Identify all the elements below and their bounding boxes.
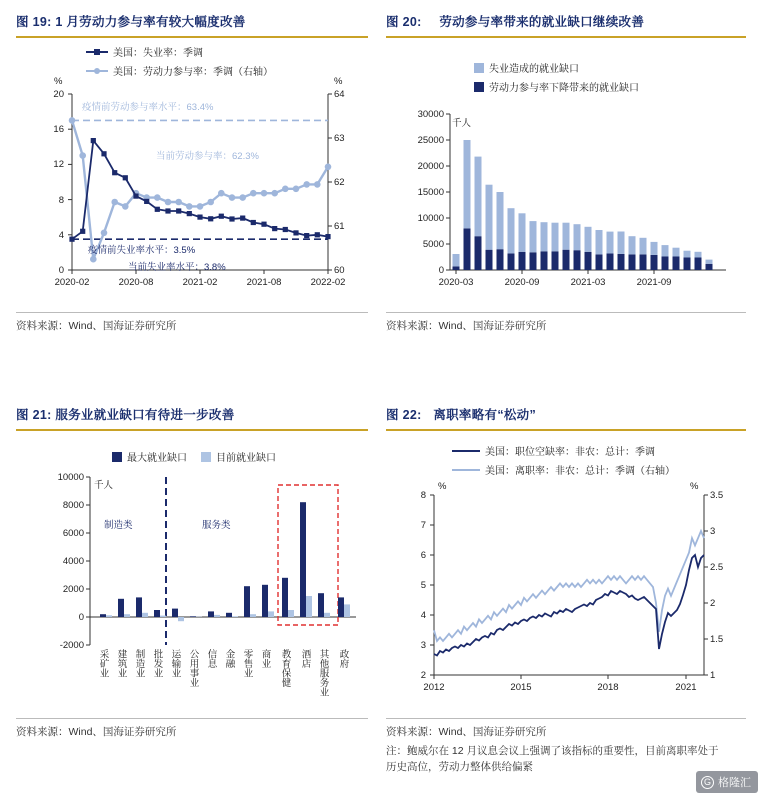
y2-tick: 60 [334, 265, 345, 276]
legend-item [86, 63, 273, 78]
y-tick: 0 [58, 265, 64, 276]
figure-19-legend [86, 44, 273, 82]
legend-label: 劳动力参与率下降带来的就业缺口 [489, 83, 639, 94]
y-tick: 4 [420, 610, 426, 621]
watermark [696, 771, 758, 793]
annotation-prepandemic-unemployment: 疫情前失业率水平：3.5% [88, 245, 196, 256]
figure-20-source: 资料来源：Wind、国海证券研究所 [386, 312, 746, 333]
legend-label: 最大就业缺口 [127, 453, 187, 464]
legend-swatch-participation-gap [474, 82, 484, 92]
y-tick: 10000 [417, 213, 444, 224]
annotation-current-unemployment: 当前失业率水平：3.8% [128, 262, 226, 273]
y2-tick: 3.5 [710, 490, 724, 501]
figure-19-panel [16, 12, 368, 342]
y-tick: 30000 [417, 109, 444, 120]
y-tick: 20000 [417, 161, 444, 172]
y2-tick: 63 [334, 133, 345, 144]
figure-20-legend [474, 60, 639, 98]
x-category-label: 零售业 [241, 649, 253, 678]
y-tick: 4000 [62, 556, 84, 567]
x-category-label: 采矿业 [97, 649, 109, 678]
x-category-label: 金融 [223, 649, 235, 668]
y2-tick: 2.5 [710, 562, 724, 573]
legend-item [86, 44, 273, 59]
y-tick: 6000 [62, 528, 84, 539]
annotation-prepandemic-participation: 疫情前劳动参与率水平：63.4% [82, 102, 214, 113]
x-tick: 2021-03 [570, 277, 606, 288]
legend-item [474, 79, 639, 94]
y-tick: 6 [420, 550, 426, 561]
x-category-label: 酒店 [299, 649, 311, 668]
figure-22-title [386, 405, 746, 431]
y2-tick: 1 [710, 670, 716, 681]
y-tick: 4 [58, 230, 64, 241]
figure-22-number: 图 22: [386, 408, 422, 422]
legend-item [112, 449, 276, 464]
y-axis-unit-left: % [54, 76, 63, 87]
x-tick: 2012 [423, 682, 445, 693]
x-category-label: 信息 [205, 649, 217, 668]
x-category-label: 制造业 [133, 649, 145, 678]
y-tick: 0 [438, 265, 444, 276]
figure-22-panel [386, 405, 746, 775]
y-tick: -2000 [59, 640, 84, 651]
y2-tick: 1.5 [710, 634, 724, 645]
y-axis-unit-left: % [438, 481, 447, 492]
figure-22-chart [386, 431, 746, 721]
y-tick: 8000 [62, 500, 84, 511]
legend-swatch-current-gap [201, 452, 211, 462]
y2-tick: 61 [334, 221, 345, 232]
figure-21-legend [112, 449, 276, 468]
figure-22-note: 注：鲍威尔在 12 月议息会议上强调了该指标的重要性，目前离职率处于历史高位，劳动力整体供给偏紧 [386, 745, 719, 774]
x-tick: 2022-02 [310, 277, 346, 288]
figure-20-number: 图 20: [386, 15, 422, 29]
group-label-services: 服务类 [202, 520, 231, 531]
figure-19-title [16, 12, 368, 38]
figure-20-chart [386, 38, 746, 298]
figure-22-heading: 离职率略有“松动” [433, 408, 537, 422]
figure-21-heading: 服务业就业缺口有待进一步改善 [55, 408, 235, 422]
y2-tick: 62 [334, 177, 345, 188]
legend-swatch-quits [452, 469, 480, 471]
y-tick: 10000 [57, 472, 84, 483]
y-axis-unit-right: % [690, 481, 699, 492]
x-category-label: 政府 [337, 649, 349, 668]
figure-21-panel [16, 405, 368, 745]
legend-item [474, 60, 639, 75]
x-tick: 2021 [675, 682, 697, 693]
annotation-current-participation: 当前劳动参与率：62.3% [156, 151, 259, 162]
x-tick: 2020-03 [438, 277, 474, 288]
figure-19-source: 资料来源：Wind、国海证券研究所 [16, 312, 368, 333]
x-category-label: 建筑业 [115, 649, 127, 678]
figure-21-source: 资料来源：Wind、国海证券研究所 [16, 718, 368, 739]
y2-tick: 2 [710, 598, 716, 609]
legend-label: 美国：职位空缺率：非农：总计：季调 [485, 447, 655, 458]
figure-20-panel [386, 12, 746, 342]
x-category-label: 批发业 [151, 649, 163, 678]
y-tick: 5 [420, 580, 426, 591]
figure-19-number: 图 19: [16, 15, 52, 29]
x-tick: 2015 [510, 682, 532, 693]
x-category-label: 运输业 [169, 649, 181, 678]
figure-21-title [16, 405, 368, 431]
y-tick: 20 [53, 89, 64, 100]
legend-item [452, 443, 675, 458]
x-category-label: 其他服务业 [317, 649, 329, 697]
legend-label: 美国：劳动力参与率：季调（右轴） [113, 67, 273, 78]
y-tick: 25000 [417, 135, 444, 146]
y-tick: 8 [420, 490, 426, 501]
figure-20-heading: 劳动参与率带来的就业缺口继续改善 [439, 15, 645, 29]
x-category-label: 公用事业 [187, 649, 199, 687]
legend-item [452, 462, 675, 477]
x-tick: 2020-09 [504, 277, 540, 288]
figure-19-heading: 1 月劳动力参与率有较大幅度改善 [55, 15, 246, 29]
legend-swatch-max-gap [112, 452, 122, 462]
x-category-label: 教育保健 [279, 649, 291, 687]
figure-22-legend [452, 443, 675, 481]
legend-swatch-unemployment [86, 51, 108, 53]
y2-tick: 3 [710, 526, 716, 537]
figure-22-source: 资料来源：Wind、国海证券研究所 [386, 718, 746, 739]
figure-21-chart [16, 431, 368, 721]
legend-label: 美国：失业率：季调 [113, 48, 203, 59]
y2-tick: 64 [334, 89, 345, 100]
x-tick: 2018 [597, 682, 619, 693]
y-axis-unit: 千人 [452, 118, 472, 129]
x-tick: 2021-08 [246, 277, 282, 288]
legend-swatch-unemployment-gap [474, 63, 484, 73]
y-tick: 3 [420, 640, 426, 651]
legend-label: 失业造成的就业缺口 [489, 64, 579, 75]
legend-label: 目前就业缺口 [216, 453, 276, 464]
y-tick: 12 [53, 159, 64, 170]
x-tick: 2020-08 [118, 277, 154, 288]
watermark-logo-icon: G [701, 776, 714, 789]
legend-swatch-job-openings [452, 450, 480, 452]
y-axis-unit: 千人 [94, 480, 114, 491]
x-category-label: 商业 [259, 649, 271, 668]
legend-label: 美国：离职率：非农：总计：季调（右轴） [485, 466, 675, 477]
y-tick: 7 [420, 520, 426, 531]
group-label-manufacturing: 制造类 [104, 520, 133, 531]
y-tick: 0 [78, 612, 84, 623]
figure-21-number: 图 21: [16, 408, 52, 422]
y-tick: 2 [420, 670, 426, 681]
legend-swatch-participation [86, 70, 108, 72]
x-tick: 2021-09 [636, 277, 672, 288]
y-tick: 16 [53, 124, 64, 135]
figure-19-chart [16, 38, 368, 298]
figure-20-title [386, 12, 746, 38]
y-tick: 8 [58, 195, 64, 206]
y-tick: 15000 [417, 187, 444, 198]
watermark-text: 格隆汇 [718, 777, 751, 789]
y-axis-unit-right: % [334, 76, 343, 87]
x-tick: 2021-02 [182, 277, 218, 288]
y-tick: 5000 [422, 239, 444, 250]
x-tick: 2020-02 [54, 277, 90, 288]
y-tick: 2000 [62, 584, 84, 595]
